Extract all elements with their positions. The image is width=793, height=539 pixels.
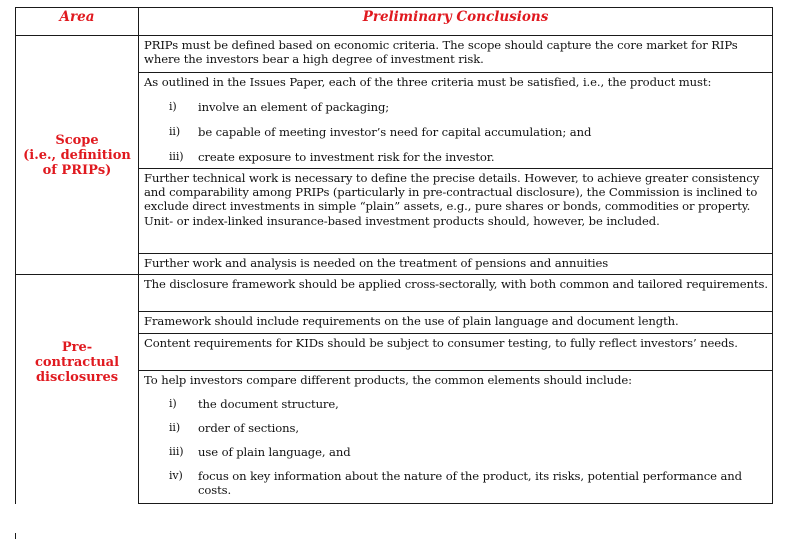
area-scope	[16, 36, 139, 275]
list-item	[144, 150, 768, 164]
conclusion-text: Further work and analysis is needed on the treatment of pensions and annuities	[144, 256, 609, 270]
conclusion-text: Further technical work is necessary to define the precise details. However, to achieve greater consistency and comparability among PRIPs (particularly in pre-contractual disclosure), the Commission is inclined to exclude direct investments in simple “plain” assets, e.g., pure shares or bonds, commodities or property. Unit- or index-linked insurance-based investment products should, however, be included.	[144, 171, 760, 228]
criteria-list	[144, 100, 768, 164]
area-label-line: contractual	[34, 354, 120, 370]
list-number: i)	[169, 100, 177, 114]
list-number: iii)	[169, 445, 184, 459]
conclusion-text: PRIPs must be defined based on economic criteria. The scope should capture the core market for RIPs where the investors bear a high degree of investment risk.	[144, 38, 738, 67]
conclusion-cell	[139, 73, 773, 169]
conclusion-cell	[139, 36, 773, 73]
list-number: iii)	[169, 150, 184, 164]
conclusion-cell	[139, 254, 773, 275]
conclusions-table	[15, 7, 773, 504]
list-number: i)	[169, 397, 177, 411]
area-label-line: Scope	[55, 132, 99, 148]
list-text: the document structure,	[198, 397, 339, 412]
conclusion-text: To help investors compare different products, the common elements should include:	[144, 373, 632, 387]
conclusion-text: Content requirements for KIDs should be subject to consumer testing, to fully reflect investors’ needs.	[144, 336, 738, 350]
list-text: focus on key information about the nature of the product, its risks, potential performance and costs.	[198, 469, 742, 498]
conclusion-text: As outlined in the Issues Paper, each of the three criteria must be satisfied, i.e., the product must:	[144, 75, 712, 89]
conclusion-cell	[139, 312, 773, 334]
conclusion-cell	[139, 169, 773, 254]
area-label-line: disclosures	[35, 369, 119, 385]
conclusion-cell	[139, 371, 773, 504]
list-item	[144, 100, 768, 114]
list-item	[144, 445, 768, 459]
list-text: involve an element of packaging;	[198, 100, 390, 115]
list-number: iv)	[169, 469, 183, 483]
left-border-extension	[15, 533, 16, 539]
list-item	[144, 125, 768, 139]
area-pre-contractual-disclosures	[16, 275, 139, 504]
list-text: order of sections,	[198, 421, 299, 436]
area-label-line: (i.e., definition	[23, 147, 131, 163]
conclusion-cell	[139, 334, 773, 371]
header-row	[16, 8, 773, 36]
list-number: ii)	[169, 421, 181, 435]
table-row	[16, 36, 773, 73]
conclusion-text: The disclosure framework should be applied cross-sectorally, with both common and tailored requirements.	[144, 277, 768, 291]
list-number: ii)	[169, 125, 181, 139]
header-preliminary-conclusions: Preliminary Conclusions	[139, 8, 773, 36]
list-text: be capable of meeting investor’s need for capital accumulation; and	[198, 125, 592, 140]
area-label-line: Pre-	[61, 339, 93, 355]
header-area: Area	[16, 8, 139, 36]
area-label-line: of PRIPs)	[42, 162, 112, 178]
list-item	[144, 397, 768, 411]
list-item	[144, 469, 768, 497]
conclusion-text: Framework should include requirements on the use of plain language and document length.	[144, 314, 679, 328]
table-row	[16, 275, 773, 312]
list-item	[144, 421, 768, 435]
common-elements-list	[144, 397, 768, 497]
list-text: create exposure to investment risk for the investor.	[198, 150, 495, 165]
conclusion-cell	[139, 275, 773, 312]
list-text: use of plain language, and	[198, 445, 351, 460]
